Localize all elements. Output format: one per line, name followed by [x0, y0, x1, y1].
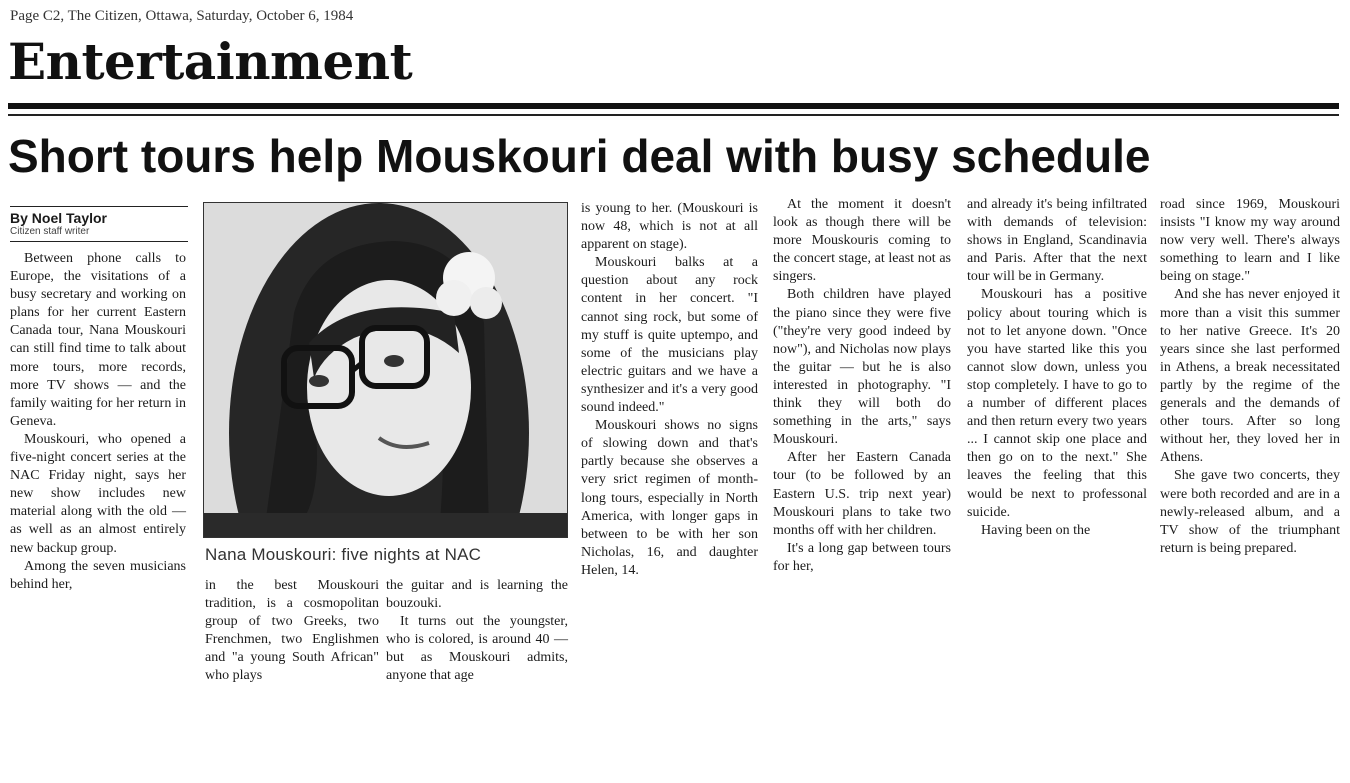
byline-role: Citizen staff writer — [10, 226, 90, 237]
article-column-5 — [773, 196, 951, 576]
paragraph: Mouskouri, who opened a five-night concert series at the NAC Friday night, says her new show includes new material along with the old — as well as an almost entirely new backup group. — [10, 431, 186, 556]
byline-name: By Noel Taylor — [10, 210, 107, 226]
paragraph: Mouskouri balks at a question about any rock content in her concert. "I cannot sing rock, but some of my stuff is quite uptempo, and some of the musicians play electric guitars and we have a synthesizer and it's a very good sound indeed." — [581, 255, 758, 416]
page-header: Page C2, The Citizen, Ottawa, Saturday, October 6, 1984 — [10, 8, 354, 24]
article-column-4 — [581, 200, 758, 580]
paragraph: the guitar and is learning the bouzouki. — [386, 578, 568, 612]
paragraph: It's a long gap between tours for her, — [773, 540, 951, 574]
paragraph: and already it's being infiltrated with demands of television: shows in England, Scandinavia and Paris. After that the next tour will be in Germany. — [967, 197, 1147, 285]
article-column-2 — [205, 577, 379, 686]
paragraph: She gave two concerts, they were both recorded and are in a newly-released album, and a TV show of the triumphant return is being prepared. — [1160, 468, 1340, 556]
paragraph: Mouskouri shows no signs of slowing down and that's partly because she observes a very srict regimen of month-long tours, especially in North America, with longer gaps in between to be with her son Nicholas, 16, and daughter Helen, 14. — [581, 418, 758, 578]
paragraph: At the moment it doesn't look as though there will be more Mouskouris coming to the concert stage, at least not as singers. — [773, 197, 951, 285]
portrait-photo — [203, 202, 568, 538]
paragraph: road since 1969, Mouskouri insists "I know my way around now very well. There's always something to learn and I like being on stage." — [1160, 197, 1340, 285]
article-column-7 — [1160, 196, 1340, 558]
headline: Short tours help Mouskouri deal with busy schedule — [8, 130, 1151, 182]
paragraph: And she has never enjoyed it more than a visit this summer to her native Greece. It's 20 years since she last performed in Athens, a break necessitated partly by the regime of the generals and the demands of other tours. After so long without her, they loved her in Athens. — [1160, 287, 1340, 466]
paragraph: It turns out the youngster, who is colored, is around 40 — but as Mouskouri admits, anyone that age — [386, 614, 568, 684]
photo-caption: Nana Mouskouri: five nights at NAC — [205, 545, 482, 564]
section-rule-thin — [8, 114, 1339, 116]
article-column-6 — [967, 196, 1147, 540]
paragraph: Having been on the — [981, 522, 1091, 538]
section-rule-thick — [8, 103, 1339, 109]
paragraph: Between phone calls to Europe, the visitations of a busy secretary and working on plans for her current Eastern Canada tour, Nana Mouskouri can still find time to talk about more tours, more records, more TV shows — and the family waiting for her return in Geneva. — [10, 251, 186, 429]
byline — [10, 206, 188, 242]
article-column-3 — [386, 577, 568, 686]
article-column-1 — [10, 250, 186, 594]
paragraph: in the best Mouskouri tradition, is a cosmopolitan group of two Greeks, two Frenchmen, two Englishmen and "a young South African" who plays — [205, 578, 379, 684]
section-title: Entertainment — [8, 32, 413, 91]
paragraph: Mouskouri has a positive policy about touring which is not to let anyone down. "Once you have started like this you cannot slow down, unless you stop completely. I have to go to a number of different places and then return every two years ... I cannot skip one place and then go on to the next." She leaves the feeling that this would be next to professonal suicide. — [967, 287, 1147, 520]
paragraph: is young to her. (Mouskouri is now 48, which is not at all apparent on stage). — [581, 201, 758, 253]
paragraph: Both children have played the piano since they were five ("they're very good indeed by now"), and Nicholas now plays the guitar — but he is also interested in photography. "I think they will both do something in the arts," says Mouskouri. — [773, 287, 951, 448]
paragraph: After her Eastern Canada tour (to be followed by an Eastern U.S. trip next year) Mouskouri plans to take two months off with her children. — [773, 450, 951, 538]
paragraph: Among the seven musicians behind her, — [10, 558, 186, 592]
